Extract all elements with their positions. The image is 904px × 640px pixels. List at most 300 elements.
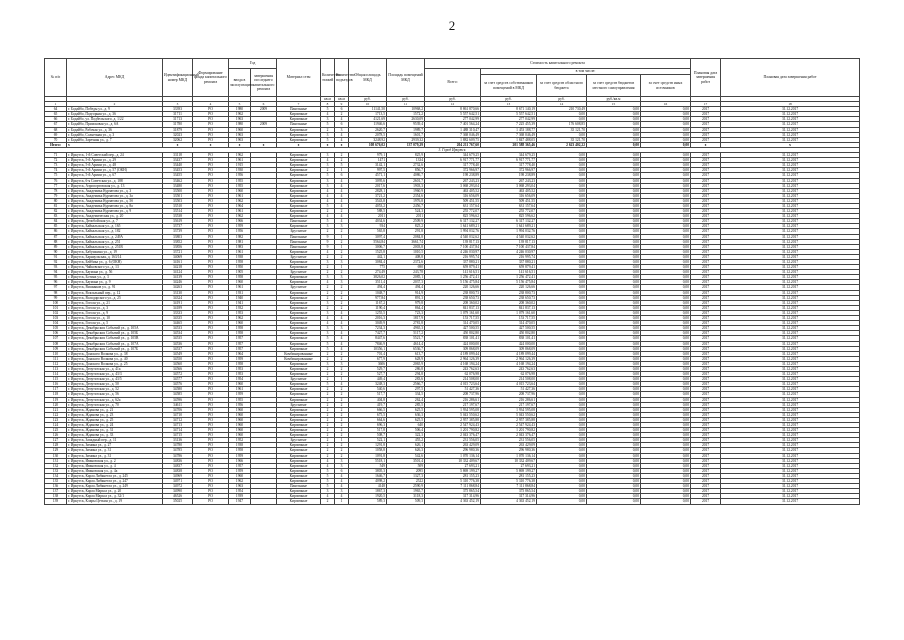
table-cell: 0,00 xyxy=(641,188,691,193)
table-cell: Кирпичные xyxy=(277,397,321,402)
table-cell: 4 xyxy=(335,382,349,387)
table-cell: 27 693,21 xyxy=(425,463,481,468)
table-cell: 84 xyxy=(45,219,67,224)
table-cell: 0,00 xyxy=(537,428,587,433)
table-cell: 0,00 xyxy=(587,137,641,142)
table-cell: 2 xyxy=(321,127,335,132)
table-cell: 33514 xyxy=(163,209,193,214)
table-cell: 0,00 xyxy=(641,392,691,397)
table-cell: 613,7 xyxy=(387,351,425,356)
table-cell: 506,4 xyxy=(387,428,425,433)
table-cell: 5 156 475,84 xyxy=(481,280,537,285)
table-cell: 2 xyxy=(335,443,349,448)
table-cell: 0,00 xyxy=(537,316,587,321)
table-cell: РО xyxy=(193,366,229,371)
table-cell: 4 xyxy=(335,494,349,499)
table-cell: 1255,5 xyxy=(349,310,387,315)
table-cell: 1964 xyxy=(229,351,251,356)
table-cell: 0,00 xyxy=(641,428,691,433)
table-cell: 0,00 xyxy=(587,107,641,112)
table-cell: 34786 xyxy=(163,453,193,458)
table-cell: 35 121,70 xyxy=(537,137,587,142)
table-cell: г. Иркутск, Депутатская ул., д. 52 xyxy=(67,387,163,392)
table-cell: г. Иркутск, 6-я Советская ул., д. 188 xyxy=(67,178,163,183)
table-cell: г. Иркутск, Ивановская ул., д. 2 xyxy=(67,458,163,463)
table-cell: 1048,7 xyxy=(349,290,387,295)
table-cell: 463 405,52 xyxy=(425,188,481,193)
table-cell: 2017 xyxy=(691,361,721,366)
table-cell: РО xyxy=(193,209,229,214)
table-cell: г. Бодайбо, Солнечная ул., д. 3 xyxy=(67,132,163,137)
table-cell: г. Бодайбо, Заречная ул., д. 7 xyxy=(67,137,163,142)
table-cell: 2 xyxy=(335,448,349,453)
table-cell: 0,00 xyxy=(587,117,641,122)
table-cell: 1957 xyxy=(229,341,251,346)
table-cell: 494,4 xyxy=(387,285,425,290)
table-cell: 31.12.2017 xyxy=(721,188,860,193)
table-cell: 5521,7 xyxy=(387,336,425,341)
table-cell: 997,5 xyxy=(349,168,387,173)
table-cell: г. Иркутск, Декабрьских Событий ул., д. 105Б xyxy=(67,331,163,336)
table-cell: РО xyxy=(193,479,229,484)
table-cell: 231 556,05 xyxy=(481,438,537,443)
table-cell: 1 453 188,77 xyxy=(481,127,537,132)
table-cell: 2017 xyxy=(691,285,721,290)
table-cell: 1713,5 xyxy=(349,112,387,117)
table-cell: 838 101,41 xyxy=(481,336,537,341)
table-cell: 5 156 475,84 xyxy=(425,280,481,285)
table-cell: г. Иркутск, Барнаульская, д. 163/14 xyxy=(67,254,163,259)
table-cell: 281 155,23 xyxy=(481,473,537,478)
table-cell: 119 xyxy=(45,397,67,402)
table-cell: Кирпичные xyxy=(277,224,321,229)
table-cell: Кирпичные xyxy=(277,290,321,295)
table-cell: 0,00 xyxy=(641,224,691,229)
table-cell: 6 xyxy=(335,468,349,473)
table-cell: 34189 xyxy=(163,305,193,310)
table-cell: 838 101,41 xyxy=(425,336,481,341)
table-cell: 2 964 126,39 xyxy=(481,356,537,361)
table-cell: 1190,4 xyxy=(349,305,387,310)
table-cell: 1981 xyxy=(229,239,251,244)
table-cell: 34535 xyxy=(163,336,193,341)
table-cell: 34715 xyxy=(163,433,193,438)
table-cell: Кирпичные xyxy=(277,417,321,422)
table-cell: 2 xyxy=(335,412,349,417)
table-cell: г. Иркутск, Депобойская ул., д. 7 xyxy=(67,219,163,224)
table-cell: 0,00 xyxy=(537,112,587,117)
table-cell: 0,00 xyxy=(641,326,691,331)
table-cell: 31.12.2017 xyxy=(721,270,860,275)
unit-cell: руб. xyxy=(481,97,537,102)
table-cell: 2017 xyxy=(691,209,721,214)
col-header-year-built: ввода в эксплуатацию xyxy=(229,69,251,97)
table-cell: 31.12.2017 xyxy=(721,234,860,239)
table-cell: 31.12.2017 xyxy=(721,336,860,341)
table-cell: 640 xyxy=(387,423,425,428)
table-cell: 31.12.2017 xyxy=(721,260,860,265)
table-cell: 34550 xyxy=(163,356,193,361)
table-cell: 628,9 xyxy=(387,356,425,361)
table-cell: г. Бодайбо, ул. Подбельского, д. 1/22 xyxy=(67,117,163,122)
table-cell: 0,00 xyxy=(537,448,587,453)
table-cell: РО xyxy=(193,153,229,158)
table-cell: 0,00 xyxy=(537,295,587,300)
table-cell: 2 xyxy=(321,209,335,214)
table-cell: 1939 xyxy=(229,494,251,499)
table-cell: 0,00 xyxy=(537,468,587,473)
table-cell: 2017 xyxy=(691,448,721,453)
table-cell: 217 197,67 xyxy=(481,402,537,407)
table-cell: 33333 xyxy=(163,310,193,315)
table-cell: 31.12.2017 xyxy=(721,107,860,112)
table-cell: 67 xyxy=(45,122,67,127)
table-cell: 659 879,41 xyxy=(481,265,537,270)
table-cell: Кирпичные xyxy=(277,341,321,346)
table-cell: 0,00 xyxy=(537,214,587,219)
table-cell: 625,5 xyxy=(387,407,425,412)
table-cell: 0,00 xyxy=(641,214,691,219)
table-cell: РО xyxy=(193,356,229,361)
table-cell: 0,00 xyxy=(641,479,691,484)
table-cell: РО xyxy=(193,484,229,489)
table-cell: 0,00 xyxy=(537,499,587,504)
table-cell: г. Иркутск, Депутатская ул., д. 50 xyxy=(67,382,163,387)
table-cell: г. Иркутск, Депутатская ул., д. 41а xyxy=(67,366,163,371)
table-cell: 0,00 xyxy=(641,468,691,473)
table-cell: 0,00 xyxy=(537,372,587,377)
table-cell: 2 043 376,47 xyxy=(425,433,481,438)
table-cell: 104 xyxy=(45,321,67,326)
table-cell: 137 079,29 xyxy=(387,142,425,147)
table-cell: 31.12.2017 xyxy=(721,356,860,361)
table-cell: 125 xyxy=(45,428,67,433)
table-cell: 0,00 xyxy=(641,153,691,158)
table-cell: 31.12.2017 xyxy=(721,249,860,254)
table-cell: 34560 xyxy=(163,361,193,366)
table-cell: 113 xyxy=(45,366,67,371)
table-cell: 1 641 689,21 xyxy=(425,224,481,229)
table-cell: 2017 xyxy=(691,183,721,188)
table-cell: Кирпичные xyxy=(277,346,321,351)
table-cell: 2 547 924,43 xyxy=(425,423,481,428)
table-cell: 1957 xyxy=(229,346,251,351)
table-cell: 208 360,02 xyxy=(481,300,537,305)
table-cell: 10 332 409,67 xyxy=(481,458,537,463)
table-cell: 263 429,09 xyxy=(481,443,537,448)
table-cell: 3049,9 xyxy=(349,321,387,326)
table-cell: 0,00 xyxy=(587,463,641,468)
table-cell: 31.12.2017 xyxy=(721,479,860,484)
table-cell: 2017 xyxy=(691,412,721,417)
table-cell: г. Иркутск, Гоголя ул., д. 21 xyxy=(67,300,163,305)
table-cell: 1938 xyxy=(229,443,251,448)
table-cell: Кирпичные xyxy=(277,463,321,468)
table-cell: РО xyxy=(193,234,229,239)
table-cell: РО xyxy=(193,316,229,321)
table-cell: 126 xyxy=(45,433,67,438)
table-cell: 95 xyxy=(45,275,67,280)
table-cell: 3 068 293,04 xyxy=(425,183,481,188)
table-cell: 34972 xyxy=(163,484,193,489)
table-cell: 138 xyxy=(45,494,67,499)
table-cell: 5 xyxy=(321,346,335,351)
table-cell: 6 917 771,77 xyxy=(481,158,537,163)
table-cell: 1962 xyxy=(229,153,251,158)
table-cell: г. Иркутск, Декабрьских Событий ул., д. 107А xyxy=(67,341,163,346)
table-cell: Кирпичные xyxy=(277,372,321,377)
table-cell: 0,00 xyxy=(537,443,587,448)
table-cell: 4 xyxy=(335,321,349,326)
table-cell: 625,5 xyxy=(387,417,425,422)
table-cell: 255 772,07 xyxy=(425,209,481,214)
table-cell: 5 043 550,62 xyxy=(425,412,481,417)
table-cell: 1960 xyxy=(229,188,251,193)
table-cell: 134 xyxy=(45,473,67,478)
table-cell: 0,00 xyxy=(587,321,641,326)
table-cell: г. Иркутск, Вокзальный пер., д. 12 xyxy=(67,290,163,295)
table-cell: 33852 xyxy=(163,239,193,244)
table-cell: 97 xyxy=(45,285,67,290)
table-cell: 0,00 xyxy=(587,224,641,229)
table-cell: 0,00 xyxy=(641,458,691,463)
table-cell: 34990 xyxy=(163,489,193,494)
unit-cell: кв.м xyxy=(321,97,335,102)
table-cell: 198 238,89 xyxy=(425,173,481,178)
column-index-cell: 3 xyxy=(163,102,193,107)
table-cell: 31.12.2017 xyxy=(721,453,860,458)
table-cell: 34537 xyxy=(163,346,193,351)
table-cell: 1956 xyxy=(229,402,251,407)
table-cell: 1941 xyxy=(229,300,251,305)
table-cell: 841 837,13 xyxy=(481,305,537,310)
table-cell: 0,00 xyxy=(537,417,587,422)
table-cell: 1966 xyxy=(229,458,251,463)
table-cell: Кирпичные xyxy=(277,198,321,203)
table-cell: 1471 xyxy=(349,158,387,163)
table-cell: 565,8 xyxy=(349,229,387,234)
table-cell: Панельные xyxy=(277,244,321,249)
table-cell: 6536,7 xyxy=(387,346,425,351)
table-cell: Кирпичные xyxy=(277,479,321,484)
table-cell: 262,4 xyxy=(387,397,425,402)
table-cell: 408,8 xyxy=(387,254,425,259)
table-cell: 7 100 437,84 xyxy=(481,244,537,249)
unit-cell: кв.м xyxy=(335,97,349,102)
table-cell: 825 596,62 xyxy=(481,214,537,219)
table-cell: 419,7 xyxy=(349,402,387,407)
table-cell: 6 xyxy=(335,122,349,127)
table-cell: 127 xyxy=(45,438,67,443)
table-cell: 33118 xyxy=(163,153,193,158)
table-cell: 5 557 642,51 xyxy=(481,112,537,117)
table-cell: 0,00 xyxy=(641,407,691,412)
table-cell: 74 xyxy=(45,168,67,173)
table-cell: 243 762,63 xyxy=(481,366,537,371)
table-cell: РО xyxy=(193,402,229,407)
table-cell: 238 800,73 xyxy=(481,290,537,295)
table-cell: 2017 xyxy=(691,234,721,239)
table-cell: 106 xyxy=(45,331,67,336)
table-cell: 2017 xyxy=(691,275,721,280)
table-cell: 1958 xyxy=(229,361,251,366)
table-cell: 31.12.2017 xyxy=(721,137,860,142)
table-cell: г. Иркутск, Депутатская ул., д. 43/3 xyxy=(67,372,163,377)
table-cell: 2590,9 xyxy=(387,484,425,489)
table-cell: РО xyxy=(193,163,229,168)
table-cell: Кирпичные xyxy=(277,453,321,458)
table-cell: РО xyxy=(193,168,229,173)
table-cell: 675,5 xyxy=(349,412,387,417)
table-cell: 216 286,61 xyxy=(425,397,481,402)
table-cell: 589,3 xyxy=(349,499,387,504)
column-index-cell: 11 xyxy=(387,102,425,107)
table-cell: 220 126,66 xyxy=(481,285,537,290)
table-cell: 34837 xyxy=(163,463,193,468)
table-cell: 0,00 xyxy=(641,489,691,494)
table-cell: 31.12.2017 xyxy=(721,163,860,168)
table-cell: г. Иркутск, Западный пер., д. 11 xyxy=(67,438,163,443)
table-cell: 4 xyxy=(335,336,349,341)
table-cell: 631 157,64 xyxy=(481,203,537,208)
table-cell: РО xyxy=(193,458,229,463)
table-cell: 2 xyxy=(321,392,335,397)
table-cell: 934 xyxy=(349,224,387,229)
table-cell: 216 995,74 xyxy=(425,254,481,259)
table-cell: 0,00 xyxy=(587,254,641,259)
table-cell: 375 865,54 xyxy=(425,489,481,494)
table-cell: 62 076,98 xyxy=(481,372,537,377)
table-cell: 1963 xyxy=(229,137,251,142)
table-cell: Кирпичные xyxy=(277,468,321,473)
table-cell: РО xyxy=(193,453,229,458)
table-cell: 4 xyxy=(335,310,349,315)
table-cell: 85 xyxy=(45,224,67,229)
table-cell: РО xyxy=(193,377,229,382)
table-cell: 2 xyxy=(321,372,335,377)
table-cell: 0,00 xyxy=(641,132,691,137)
table-cell: 3 xyxy=(321,260,335,265)
table-cell: 0,00 xyxy=(587,305,641,310)
col-header-fund: Формирование фонда капитального ремонта xyxy=(193,59,229,97)
table-cell: 2017 xyxy=(691,402,721,407)
table-cell: 0,00 xyxy=(641,433,691,438)
table-cell: 121 xyxy=(45,407,67,412)
table-cell: 4 xyxy=(321,321,335,326)
table-cell: 8 861 870,66 xyxy=(425,107,481,112)
table-cell: 51 427,36 xyxy=(481,387,537,392)
table-cell: РО xyxy=(193,428,229,433)
table-cell: 626,1 xyxy=(387,443,425,448)
table-cell: Кирпичные xyxy=(277,412,321,417)
table-cell: 281 155,23 xyxy=(425,473,481,478)
table-cell: РО xyxy=(193,280,229,285)
table-cell: 2009 xyxy=(251,107,277,112)
col-header-cost-total: Всего: xyxy=(425,69,481,97)
table-cell: г. Иркутск, Байкальская ул., д. 182 xyxy=(67,229,163,234)
table-cell: 0,00 xyxy=(641,270,691,275)
table-cell: 4 xyxy=(335,346,349,351)
table-cell: 3 xyxy=(321,183,335,188)
table-cell: 0,00 xyxy=(587,402,641,407)
table-cell: 135 xyxy=(45,479,67,484)
table-cell: 3 xyxy=(321,361,335,366)
column-index-cell: 14 xyxy=(537,102,587,107)
column-index-cell: 7 xyxy=(277,102,321,107)
table-cell: Кирпичные xyxy=(277,249,321,254)
table-cell: 83 xyxy=(45,214,67,219)
table-cell: 2017 xyxy=(691,397,721,402)
table-cell: 31.12.2017 xyxy=(721,473,860,478)
col-header-cost-other: за счет средств иных источников xyxy=(641,75,691,97)
table-cell: 1963 xyxy=(229,484,251,489)
table-cell: 0,00 xyxy=(587,158,641,163)
table-cell: 33437 xyxy=(163,158,193,163)
table-cell: 3 xyxy=(321,331,335,336)
table-cell: 1961 xyxy=(229,249,251,254)
table-cell: 0,00 xyxy=(587,326,641,331)
table-cell: x xyxy=(277,142,321,147)
table-cell: 5 xyxy=(321,107,335,112)
table-cell: 1950 xyxy=(229,265,251,270)
table-cell: РО xyxy=(193,158,229,163)
table-cell: г. Иркутск, Байкальская ул., д. 249А xyxy=(67,234,163,239)
table-cell: 78 xyxy=(45,188,67,193)
table-cell: РО xyxy=(193,443,229,448)
table-cell: 65 xyxy=(45,112,67,117)
table-cell: 0,00 xyxy=(641,290,691,295)
table-cell: 337 880,21 xyxy=(425,260,481,265)
table-cell: 2 xyxy=(335,366,349,371)
table-cell: 2732,6 xyxy=(387,163,425,168)
table-cell: 34246 xyxy=(163,280,193,285)
table-cell: 296 980,36 xyxy=(481,448,537,453)
table-cell: 0,00 xyxy=(587,270,641,275)
table-cell: РО xyxy=(193,489,229,494)
table-cell: 31.12.2017 xyxy=(721,265,860,270)
table-cell: 34161 xyxy=(163,260,193,265)
table-cell: 2017 xyxy=(691,214,721,219)
table-cell: Кирпичные xyxy=(277,407,321,412)
table-cell: 31.12.2017 xyxy=(721,494,860,499)
table-cell: 0,00 xyxy=(587,285,641,290)
table-cell: 2017 xyxy=(691,137,721,142)
table-cell: Кирпичные xyxy=(277,300,321,305)
table-cell: г. Иркутск, Чайковского ул., д. 13 xyxy=(67,265,163,270)
table-cell: 101 xyxy=(45,305,67,310)
table-cell: 0,00 xyxy=(587,479,641,484)
table-cell: 8 671 140,19 xyxy=(481,107,537,112)
table-cell: 1938 xyxy=(229,254,251,259)
table-cell: 0,00 xyxy=(537,438,587,443)
table-cell: 2017 xyxy=(691,341,721,346)
table-cell: 1955 xyxy=(229,397,251,402)
table-cell: 96 xyxy=(45,280,67,285)
table-cell: 70 xyxy=(45,137,67,142)
column-index-cell: 16 xyxy=(641,102,691,107)
table-cell: 31.12.2017 xyxy=(721,463,860,468)
table-cell: РО xyxy=(193,351,229,356)
table-cell: 3 xyxy=(321,489,335,494)
table-cell: 31.12.2017 xyxy=(721,468,860,473)
table-cell: 0,00 xyxy=(537,198,587,203)
table-cell: 4 xyxy=(321,188,335,193)
table-cell: 664,6 xyxy=(349,417,387,422)
table-cell: 0,00 xyxy=(537,331,587,336)
table-cell: 210 730,49 xyxy=(537,107,587,112)
table-cell: 1960 xyxy=(229,423,251,428)
col-header-cost-owners: за счет средств собственников помещений в МКД xyxy=(481,75,537,97)
